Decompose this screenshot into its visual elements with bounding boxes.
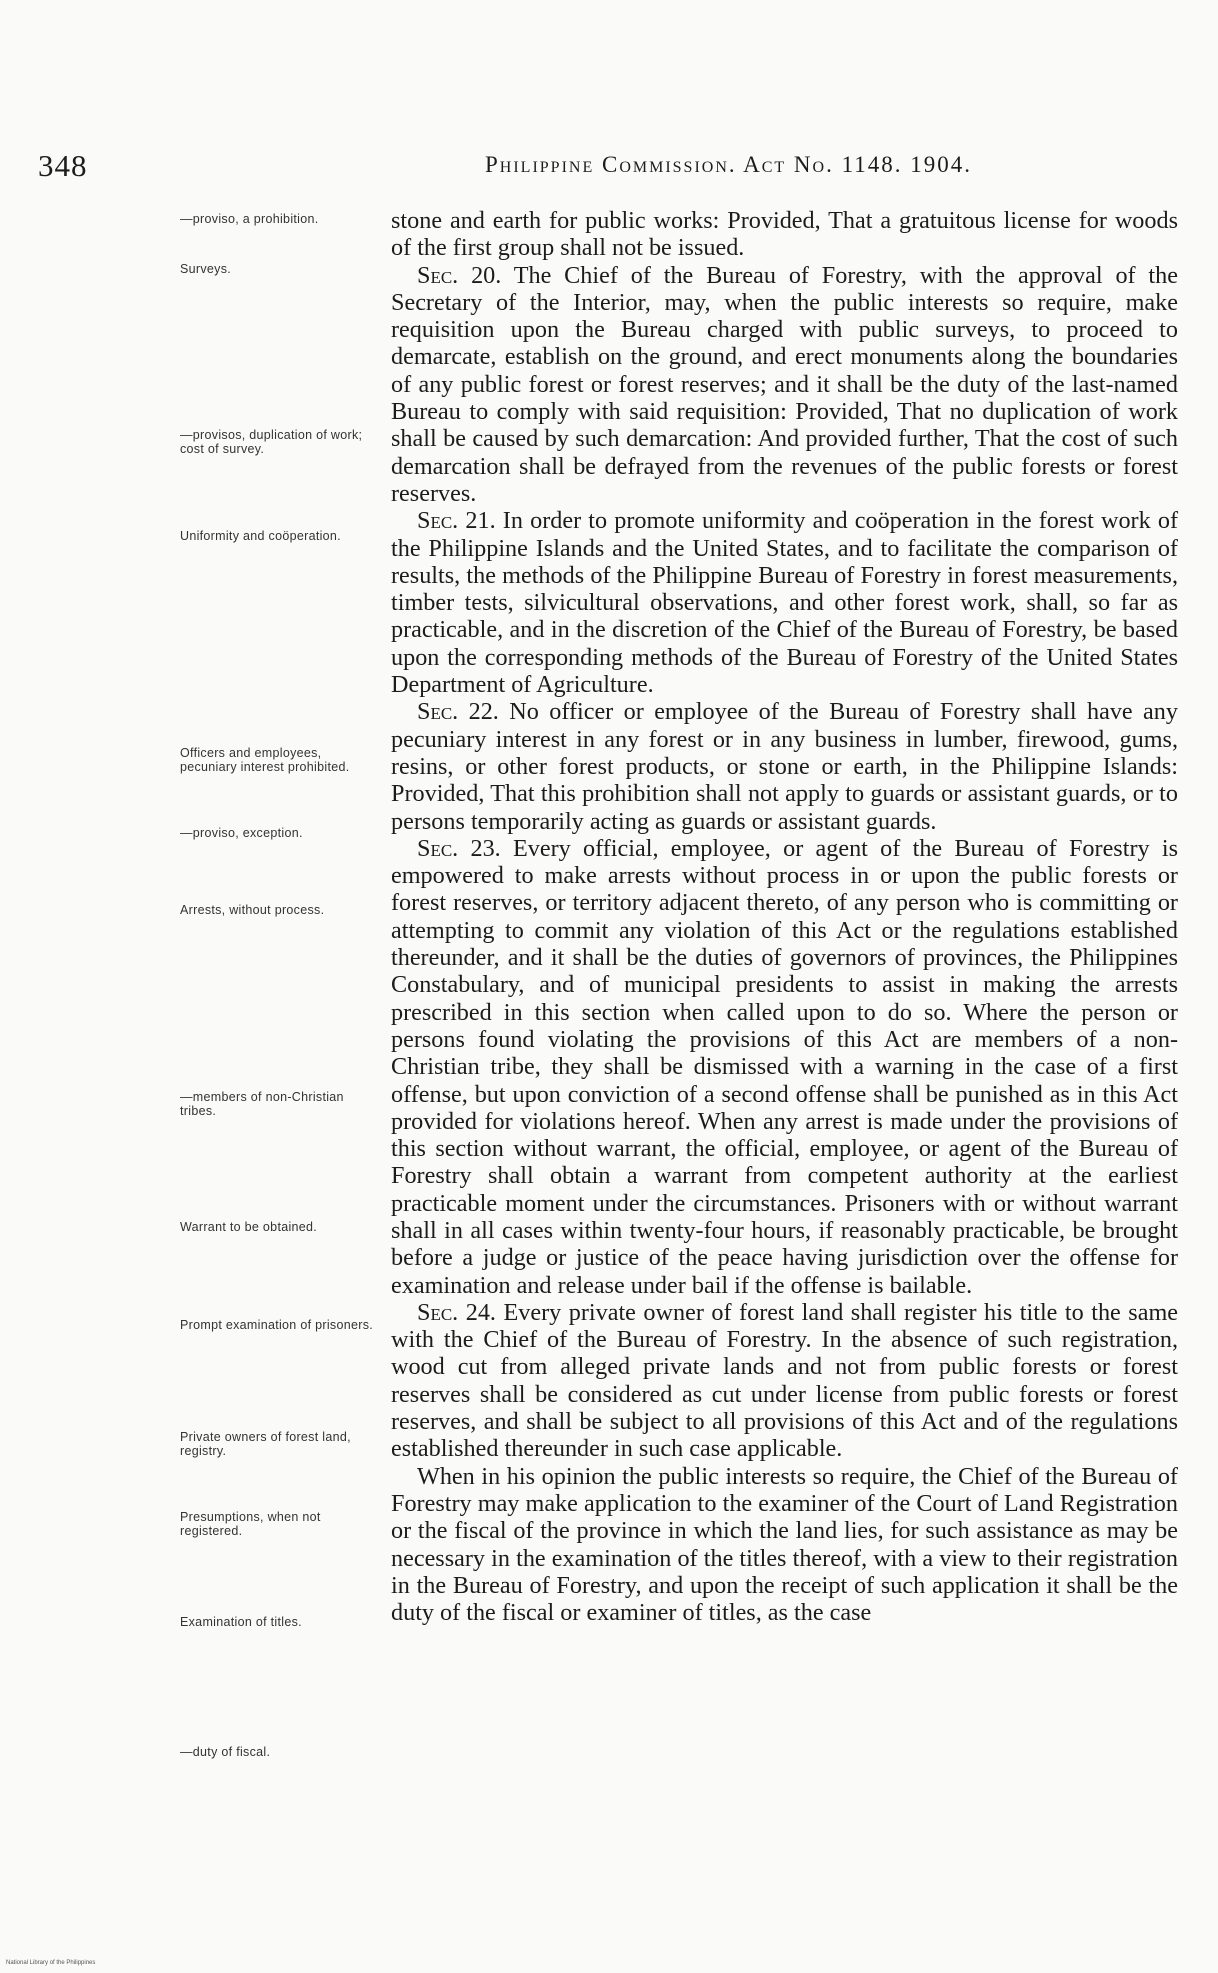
- section-number: Sec. 20.: [417, 261, 502, 289]
- margin-note: —duty of fiscal.: [180, 1745, 271, 1759]
- margin-note: Prompt examination of prisoners.: [180, 1318, 374, 1332]
- section-20: Sec. 20. The Chief of the Bureau of Forestry, with the approval of the Secretary of the Interior, may, when the public interests so require, make requisition upon the Bureau charged with public surveys, to proceed to demarcate, establish on the ground, and erect monuments along the boundaries of any public forest or forest reserves; and it shall be the duty of the last-named Bureau to comply with said requisition: Provided, That no duplication of work shall be caused by such demarcation: And provided further, That the cost of such demarcation shall be defrayed from the revenues of the public forests or forest reserves.: [391, 261, 1178, 507]
- margin-note: Presumptions, when not registered.: [180, 1510, 321, 1538]
- body-text: [391, 207, 1178, 1626]
- margin-note: —members of non-Christian tribes.: [180, 1090, 344, 1118]
- margin-note: Private owners of forest land, registry.: [180, 1430, 351, 1458]
- margin-notes: [0, 0, 390, 1973]
- margin-note: Arrests, without process.: [180, 903, 325, 917]
- section-number: Sec. 24.: [417, 1298, 496, 1326]
- section-24: Sec. 24. Every private owner of forest land shall register his title to the same with the Chief of the Bureau of Forestry. In the absence of such registration, wood cut from alleged private lands and not from public forests or forest reserves shall be considered as cut under license from public forests or forest reserves, and shall be subject to all provisions of this Act and of the regulations established thereunder in such case applicable.: [391, 1298, 1179, 1463]
- page-number: 348: [38, 148, 88, 183]
- margin-note: —proviso, exception.: [180, 826, 303, 840]
- paragraph-continued: stone and earth for public works: Provided, That a gratuitous license for woods of the first group shall not be issued.: [391, 207, 1178, 262]
- margin-note: —proviso, a prohibition.: [180, 212, 319, 226]
- footer-credit: National Library of the Philippines: [6, 1960, 96, 1966]
- margin-note: —provisos, duplication of work; cost of survey.: [180, 428, 363, 456]
- margin-note: Uniformity and coöperation.: [180, 529, 341, 543]
- section-21: Sec. 21. In order to promote uniformity and coöperation in the forest work of the Philippine Islands and the United States, and to facilitate the comparison of results, the methods of the Philippine Bureau of Forestry in forest measurements, timber tests, silvicultural observations, and other forest work, shall, so far as practicable, and in the discretion of the Chief of the Bureau of Forestry, be based upon the corresponding methods of the Bureau of Forestry of the United States Department of Agriculture.: [391, 507, 1178, 699]
- running-head: Philippine Commission. Act No. 1148. 1904.: [485, 152, 972, 177]
- section-22: Sec. 22. No officer or employee of the Bureau of Forestry shall have any pecuniary interest in any forest or in any business in lumber, firewood, gums, resins, or other forest products, or stone or earth, in the Philippine Islands: Provided, That this prohibition shall not apply to guards or assistant guards, or to persons temporarily acting as guards or assistant guards.: [391, 698, 1178, 835]
- section-23: Sec. 23. Every official, employee, or agent of the Bureau of Forestry is empowered to make arrests without process in or upon the public forests or forest reserves, or territory adjacent thereto, of any person who is committing or attempting to commit any violation of this Act or the regulations established thereunder, and it shall be the duties of governors of provinces, the Philippines Constabulary, and of municipal presidents to assist in making the arrests prescribed in this section when called upon to do so. Where the person or persons found violating the provisions of this Act are members of a non-Christian tribe, they shall be dismissed with a warning in the case of a first offense, but upon conviction of a second offense shall be punished as in this Act provided for violations hereof. When any arrest is made under the provisions of this section without warrant, the official, employee, or agent of the Bureau of Forestry shall obtain a warrant from competent authority at the earliest practicable moment under the circumstances. Prisoners with or without warrant shall in all cases within twenty-four hours, if reasonably practicable, be brought before a judge or justice of the peace having jurisdiction over the offense for examination and release under bail if the offense is bailable.: [391, 834, 1178, 1299]
- section-number: Sec. 23.: [417, 834, 501, 862]
- section-number: Sec. 21.: [417, 507, 496, 535]
- section-number: Sec. 22.: [417, 698, 499, 726]
- margin-note: Examination of titles.: [180, 1615, 302, 1629]
- margin-note: Warrant to be obtained.: [180, 1220, 318, 1234]
- paragraph: When in his opinion the public interests so require, the Chief of the Bureau of Forestry may make application to the examiner of the Court of Land Registration or the fiscal of the province in which the land lies, for such assistance as may be necessary in the examination of the titles thereof, with a view to their registration in the Bureau of Forestry, and upon the receipt of such application it shall be the duty of the fiscal or examiner of titles, as the case: [391, 1462, 1178, 1627]
- margin-note: Surveys.: [180, 262, 232, 276]
- margin-note: Officers and employees, pecuniary interest prohibited.: [180, 746, 350, 774]
